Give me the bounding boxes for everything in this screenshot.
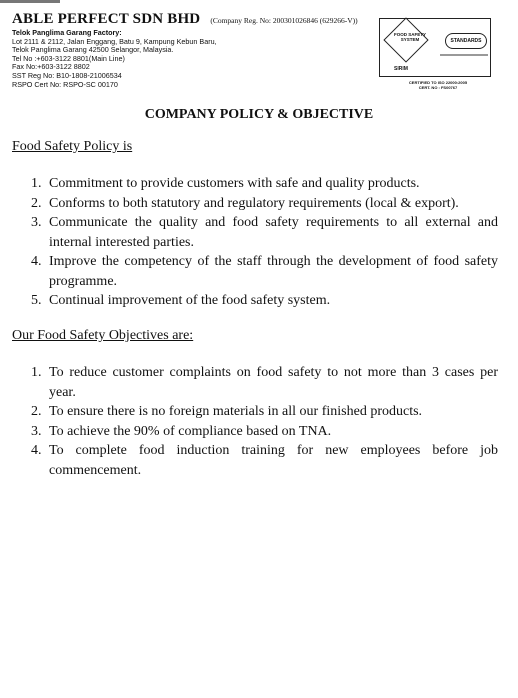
sirim-label: SIRIM bbox=[394, 66, 408, 72]
top-rule bbox=[0, 0, 60, 3]
list-item: 3. Communicate the quality and food safety requirements to all external and internal interested parties. bbox=[31, 215, 498, 250]
fax-line: Fax No:+603-3122 8802 bbox=[12, 62, 90, 72]
company-reg-number: (Company Reg. No: 200301026846 (629266-V)) bbox=[210, 16, 358, 25]
objective-item-text: To reduce customer complaints on food safety to not more than 3 cases per year. bbox=[49, 365, 498, 400]
cert-standard: CERTIFIED TO ISO 22000:2005 bbox=[408, 80, 468, 85]
list-item: 2. To ensure there is no foreign materials in all our finished products. bbox=[31, 404, 423, 419]
list-item: 5. Continual improvement of the food safety system. bbox=[31, 293, 331, 308]
phone-line: Tel No :+603-3122 8801(Main Line) bbox=[12, 53, 125, 63]
list-item: 2. Conforms to both statutory and regulatory requirements (local & export). bbox=[31, 195, 459, 211]
list-item: 4. To complete food induction training for new employees before job commencement. bbox=[31, 443, 498, 478]
company-address bbox=[12, 29, 217, 89]
list-item: 4. Improve the competency of the staff through the development of food safety programme. bbox=[31, 254, 498, 289]
policy-item-text: Communicate the quality and food safety requirements to all external and internal interested parties. bbox=[49, 215, 498, 250]
address-line: Lot 2111 & 2112, Jalan Enggang, Batu 9, Kampung Kebun Baru, bbox=[12, 36, 217, 46]
list-item: 1. Commitment to provide customers with safe and quality products. bbox=[31, 176, 420, 191]
policy-list bbox=[0, 174, 498, 311]
policy-item-text: Commitment to provide customers with safe and quality products. bbox=[49, 176, 420, 191]
policy-heading: Food Safety Policy is bbox=[12, 139, 133, 154]
list-item: 1. To reduce customer complaints on food safety to not more than 3 cases per year. bbox=[31, 365, 498, 400]
address-line: Telok Panglima Garang Factory: bbox=[12, 28, 122, 37]
list-item: 3. To achieve the 90% of compliance based on TNA. bbox=[31, 423, 332, 439]
rspo-line: RSPO Cert No: RSPO-SC 00170 bbox=[12, 79, 118, 89]
address-line: Telok Panglima Garang 42500 Selangor, Malaysia. bbox=[12, 45, 174, 55]
policy-item-text: Improve the competency of the staff through the development of food safety programme. bbox=[49, 254, 498, 289]
sst-line: SST Reg No: B10-1808-21006534 bbox=[12, 70, 122, 80]
objective-item-text: To complete food induction training for new employees before job commencement. bbox=[49, 443, 498, 478]
cert-fineprint bbox=[440, 54, 488, 56]
company-name: ABLE PERFECT SDN BHD bbox=[12, 11, 201, 27]
cert-caption bbox=[388, 80, 488, 90]
objective-item-text: To ensure there is no foreign materials in all our finished products. bbox=[49, 404, 423, 419]
policy-item-text: Conforms to both statutory and regulatory requirements (local & export). bbox=[49, 195, 459, 211]
company-line bbox=[12, 10, 358, 28]
policy-item-text: Continual improvement of the food safety system. bbox=[49, 293, 331, 308]
certification-logo bbox=[379, 18, 491, 77]
objective-item-text: To achieve the 90% of compliance based on TNA. bbox=[49, 423, 332, 439]
document-title: COMPANY POLICY & OBJECTIVE bbox=[144, 107, 374, 122]
objectives-heading: Our Food Safety Objectives are: bbox=[12, 328, 194, 343]
food-safety-label: FOOD SAFETY SYSTEM bbox=[393, 32, 426, 42]
objectives-list bbox=[0, 363, 498, 480]
standards-logo: STANDARDS bbox=[445, 33, 487, 49]
cert-number: CERT. NO : FS00767 bbox=[418, 85, 458, 90]
